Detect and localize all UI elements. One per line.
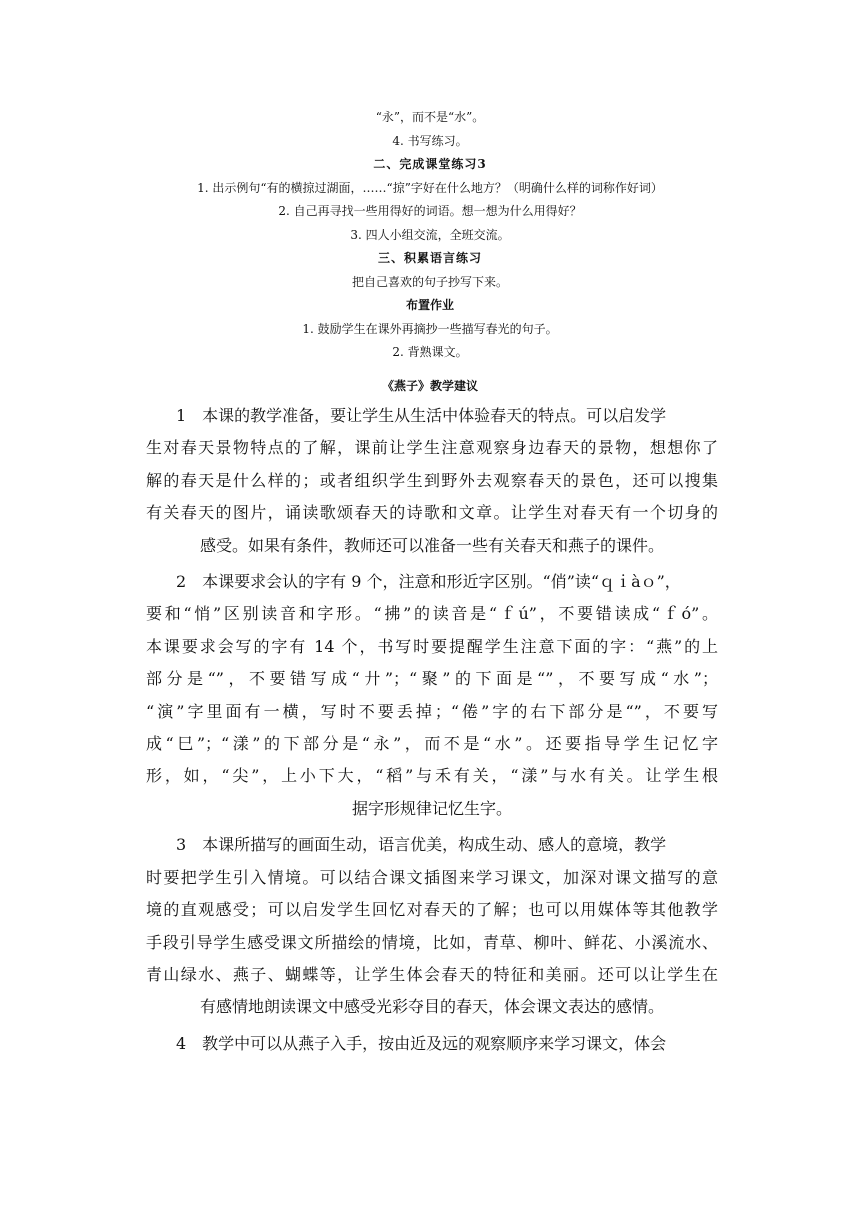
paragraph-line: 要和“悄”区别读音和字形。“拂”的读音是“ｆú”，不要错读成“ｆó”。 — [146, 604, 718, 624]
lesson-plan-continuation — [0, 106, 860, 365]
text-line: 4. 书写练习。 — [392, 133, 468, 148]
text-line: 1. 出示例句“有的横掠过湖面，……“掠”字好在什么地方？（明确什么样的词称作好词） — [197, 180, 663, 195]
section-heading: 三、积累语言练习 — [377, 251, 482, 265]
text-line: 2. 背熟课文。 — [392, 345, 468, 359]
paragraph-line: 生对春天景物特点的了解，课前让学生注意观察身边春天的景物，想想你了 — [146, 438, 718, 458]
teaching-suggestions — [146, 400, 718, 1064]
paragraph-line: 部分是“”，不要错写成“廾”；“聚”的下面是“”，不要写成“水”； — [146, 669, 718, 689]
paragraph-3 — [146, 829, 718, 1023]
paragraph-line: “演”字里面有一横，写时不要丢掉；“倦”字的右下部分是“”，不要写 — [146, 701, 718, 721]
paragraph-line: 形，如，“尖”，上小下大，“稻”与禾有关，“漾”与水有关。让学生根 — [146, 766, 718, 786]
paragraph-line: 感受。如果有条件，教师还可以准备一些有关春天和燕子的课件。 — [199, 535, 664, 555]
paragraph-line: 手段引导学生感受课文所描绘的情境，比如，青草、柳叶、鲜花、小溪流水、 — [146, 932, 718, 952]
paragraph-line: 有感情地朗读课文中感受光彩夺目的春天，体会课文表达的感情。 — [199, 997, 664, 1017]
text-line: 把自己喜欢的句子抄写下来。 — [351, 274, 508, 289]
paragraph-line: 青山绿水、燕子、蝴蝶等，让学生体会春天的特征和美丽。还可以让学生在 — [146, 964, 718, 984]
paragraph-line: 2 本课要求会认的字有 9 个，注意和形近字区别。“俏”读“ｑｉàｏ”， — [176, 572, 681, 592]
homework-heading: 布置作业 — [405, 298, 454, 312]
paragraph-line: 解的春天是什么样的；或者组织学生到野外去观察春天的景色，还可以搜集 — [146, 470, 718, 490]
lesson-title: 《燕子》教学建议 — [381, 379, 478, 393]
paragraph-4 — [146, 1028, 718, 1060]
text-line: 3. 四人小组交流，全班交流。 — [350, 227, 510, 242]
paragraph-2 — [146, 566, 718, 825]
text-line: “永”，而不是“水”。 — [375, 110, 485, 124]
paragraph-line: 据字形规律记忆生字。 — [351, 798, 512, 818]
paragraph-line: 3 本课所描写的画面生动，语言优美，构成生动、感人的意境，教学 — [176, 835, 667, 855]
paragraph-line: 1 本课的教学准备，要让学生从生活中体验春天的特点。可以启发学 — [176, 406, 667, 425]
text-line: 2. 自己再寻找一些用得好的词语。想一想为什么用得好？ — [278, 204, 582, 218]
paragraph-line: 成“巳”；“漾”的下部分是“永”，而不是“水”。还要指导学生记忆字 — [146, 734, 718, 754]
section-heading: 二、完成课堂练习3 — [373, 157, 487, 171]
text-line: 1. 鼓励学生在课外再摘抄一些描写春光的句子。 — [302, 321, 558, 336]
paragraph-line: 4 教学中可以从燕子入手，按由近及远的观察顺序来学习课文，体会 — [176, 1033, 667, 1053]
paragraph-line: 境的直观感受；可以启发学生回忆对春天的了解；也可以用媒体等其他教学 — [146, 900, 718, 920]
paragraph-line: 有关春天的图片，诵读歌颂春天的诗歌和文章。让学生对春天有一个切身的 — [146, 503, 718, 523]
paragraph-line: 时要把学生引入情境。可以结合课文插图来学习课文，加深对课文描写的意 — [146, 867, 718, 887]
paragraph-line: 本课要求会写的字有 14 个，书写时要提醒学生注意下面的字：“燕”的上 — [146, 636, 718, 656]
paragraph-1 — [146, 400, 718, 562]
